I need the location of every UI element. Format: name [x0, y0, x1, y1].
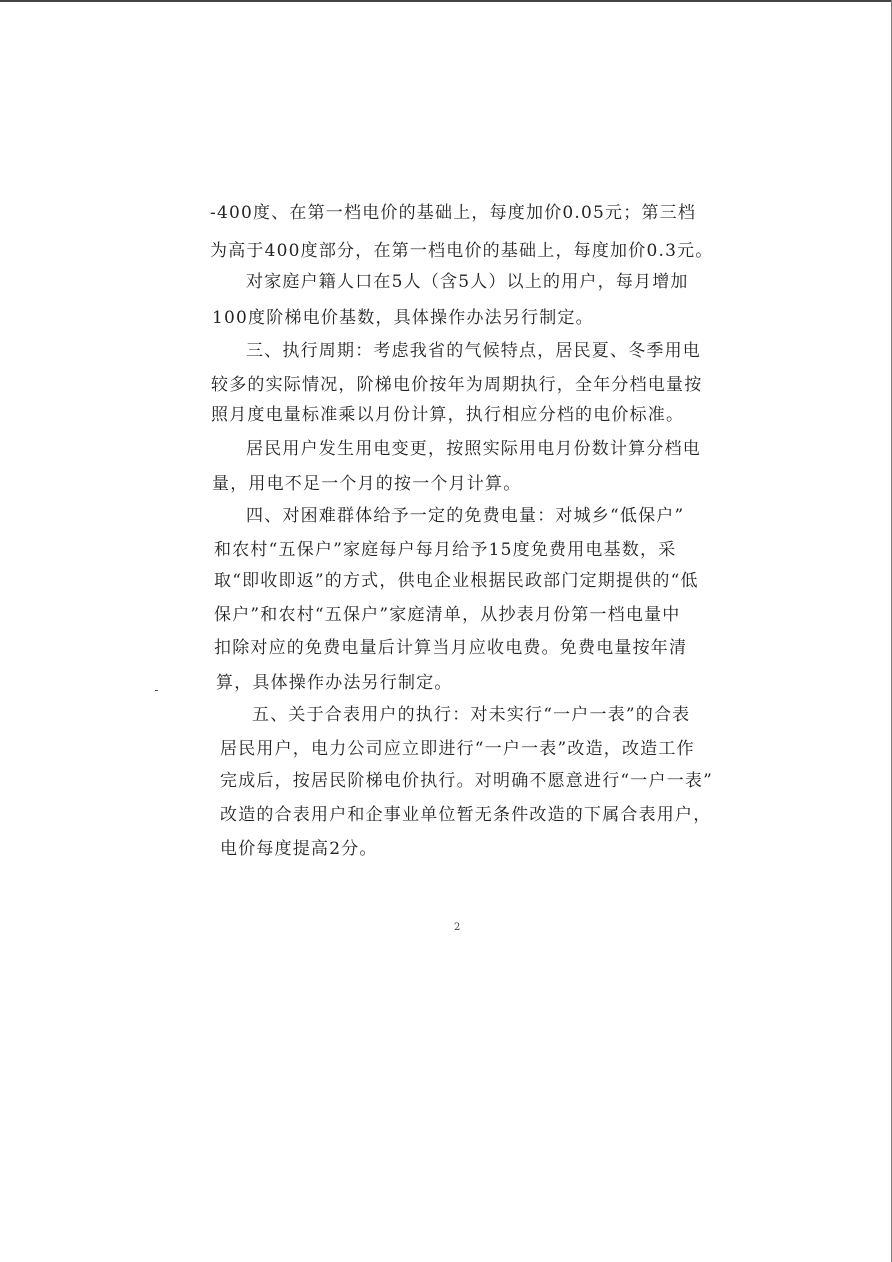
text-line: 居民用户发生用电变更，按照实际用电月份数计算分档电	[246, 439, 701, 459]
text-line: 对家庭户籍人口在5人（含5人）以上的用户，每月增加	[246, 272, 689, 292]
text-line: 三、执行周期：考虑我省的气候特点，居民夏、冬季用电	[246, 341, 701, 361]
text-line: 量，用电不足一个月的按一个月计算。	[212, 474, 522, 494]
text-line: 扣除对应的免费电量后计算当月应收电费。免费电量按年清	[214, 638, 688, 658]
text-line: 电价每度提高2分。	[220, 839, 378, 859]
text-line: 居民用户，电力公司应立即进行“一户一表”改造，改造工作	[220, 739, 695, 759]
text-line: 取“即收即返”的方式，供电企业根据民政部门定期提供的“低	[214, 571, 699, 591]
text-line: 算，具体操作办法另行制定。	[216, 673, 453, 693]
text-line: 保户”和农村“五保户”家庭清单，从抄表月份第一档电量中	[214, 605, 681, 625]
page-number: 2	[454, 922, 461, 933]
text-line: -400度、在第一档电价的基础上，每度加价0.05元；第三档	[210, 203, 697, 223]
text-line: 四、对困难群体给予一定的免费电量：对城乡“低保户”	[246, 506, 685, 526]
text-line: 照月度电量标准乘以月份计算，执行相应分档的电价标准。	[211, 405, 685, 425]
scan-speck	[155, 690, 158, 691]
text-line: 五、关于合表用户的执行：对未实行“一户一表”的合表	[252, 705, 691, 725]
text-line: 完成后，按居民阶梯电价执行。对明确不愿意进行“一户一表”	[220, 771, 713, 791]
text-line: 较多的实际情况，阶梯电价按年为周期执行，全年分档电量按	[211, 375, 703, 395]
text-line: 和农村“五保户”家庭每户每月给予15度免费用电基数，采	[214, 540, 677, 560]
text-line: 100度阶梯电价基数，具体操作办法另行制定。	[212, 308, 594, 328]
text-line: 为高于400度部分，在第一档电价的基础上，每度加价0.3元。	[210, 241, 714, 261]
text-line: 改造的合表用户和企事业单位暂无条件改造的下属合表用户，	[220, 805, 712, 825]
